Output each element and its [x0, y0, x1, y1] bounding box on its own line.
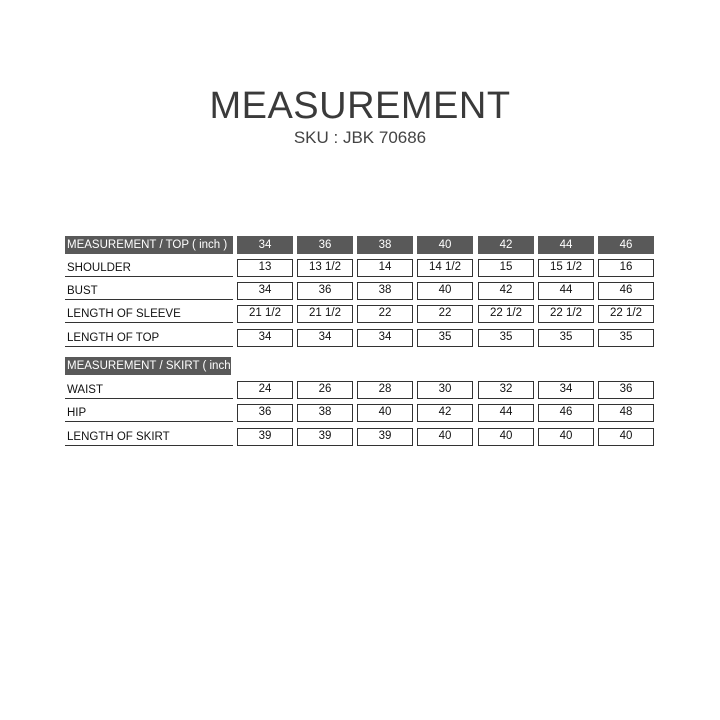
- value-cell: 40: [478, 428, 534, 446]
- value-cell: 46: [538, 404, 594, 422]
- value-cell: 34: [357, 329, 413, 347]
- value-cell: 40: [598, 428, 654, 446]
- value-cell: 30: [417, 381, 473, 399]
- row-label: HIP: [65, 404, 233, 422]
- value-cell: 14 1/2: [417, 259, 473, 277]
- value-cell: 40: [357, 404, 413, 422]
- value-cell: 32: [478, 381, 534, 399]
- value-cell: 14: [357, 259, 413, 277]
- value-cell: 26: [297, 381, 353, 399]
- value-cell: 15: [478, 259, 534, 277]
- value-cell: 34: [237, 282, 293, 300]
- value-cell: 22 1/2: [538, 305, 594, 323]
- value-cell: 42: [478, 282, 534, 300]
- row-label: BUST: [65, 282, 233, 300]
- value-cell: 48: [598, 404, 654, 422]
- value-cell: 39: [357, 428, 413, 446]
- value-cell: 28: [357, 381, 413, 399]
- skirt-header-label: MEASUREMENT / SKIRT ( inch: [65, 357, 231, 375]
- size-header-cell: 34: [237, 236, 293, 254]
- size-header-cell: 44: [538, 236, 594, 254]
- top-header-label: MEASUREMENT / TOP ( inch ): [65, 236, 233, 254]
- row-label: WAIST: [65, 381, 233, 399]
- value-cell: 34: [538, 381, 594, 399]
- skirt-table-row: [0, 428, 720, 446]
- value-cell: 21 1/2: [237, 305, 293, 323]
- page-title: MEASUREMENT: [209, 85, 511, 127]
- value-cell: 22: [417, 305, 473, 323]
- value-cell: 38: [297, 404, 353, 422]
- top-table-row: [0, 282, 720, 300]
- value-cell: 39: [297, 428, 353, 446]
- value-cell: 13: [237, 259, 293, 277]
- value-cell: 36: [297, 282, 353, 300]
- skirt-table-row: [0, 381, 720, 399]
- value-cell: 46: [598, 282, 654, 300]
- value-cell: 44: [478, 404, 534, 422]
- row-label: LENGTH OF TOP: [65, 329, 233, 347]
- sku-label: SKU : JBK 70686: [293, 128, 427, 147]
- value-cell: 35: [598, 329, 654, 347]
- row-label: LENGTH OF SKIRT: [65, 428, 233, 446]
- value-cell: 34: [237, 329, 293, 347]
- top-table-row: [0, 305, 720, 323]
- value-cell: 38: [357, 282, 413, 300]
- value-cell: 15 1/2: [538, 259, 594, 277]
- value-cell: 36: [237, 404, 293, 422]
- value-cell: 24: [237, 381, 293, 399]
- skirt-table-row: [0, 404, 720, 422]
- value-cell: 35: [417, 329, 473, 347]
- value-cell: 40: [417, 282, 473, 300]
- value-cell: 13 1/2: [297, 259, 353, 277]
- value-cell: 35: [478, 329, 534, 347]
- value-cell: 35: [538, 329, 594, 347]
- size-header-cell: 38: [357, 236, 413, 254]
- value-cell: 39: [237, 428, 293, 446]
- row-label: SHOULDER: [65, 259, 233, 277]
- value-cell: 44: [538, 282, 594, 300]
- size-header-cell: 36: [297, 236, 353, 254]
- value-cell: 22 1/2: [598, 305, 654, 323]
- size-header-cell: 46: [598, 236, 654, 254]
- top-table-row: [0, 259, 720, 277]
- value-cell: 16: [598, 259, 654, 277]
- value-cell: 22: [357, 305, 413, 323]
- value-cell: 34: [297, 329, 353, 347]
- size-header-cell: 42: [478, 236, 534, 254]
- value-cell: 40: [417, 428, 473, 446]
- top-header-row: [0, 236, 720, 254]
- value-cell: 42: [417, 404, 473, 422]
- skirt-header-row: [0, 357, 720, 375]
- size-header-cell: 40: [417, 236, 473, 254]
- value-cell: 36: [598, 381, 654, 399]
- value-cell: 21 1/2: [297, 305, 353, 323]
- value-cell: 22 1/2: [478, 305, 534, 323]
- value-cell: 40: [538, 428, 594, 446]
- top-table-row: [0, 329, 720, 347]
- row-label: LENGTH OF SLEEVE: [65, 305, 233, 323]
